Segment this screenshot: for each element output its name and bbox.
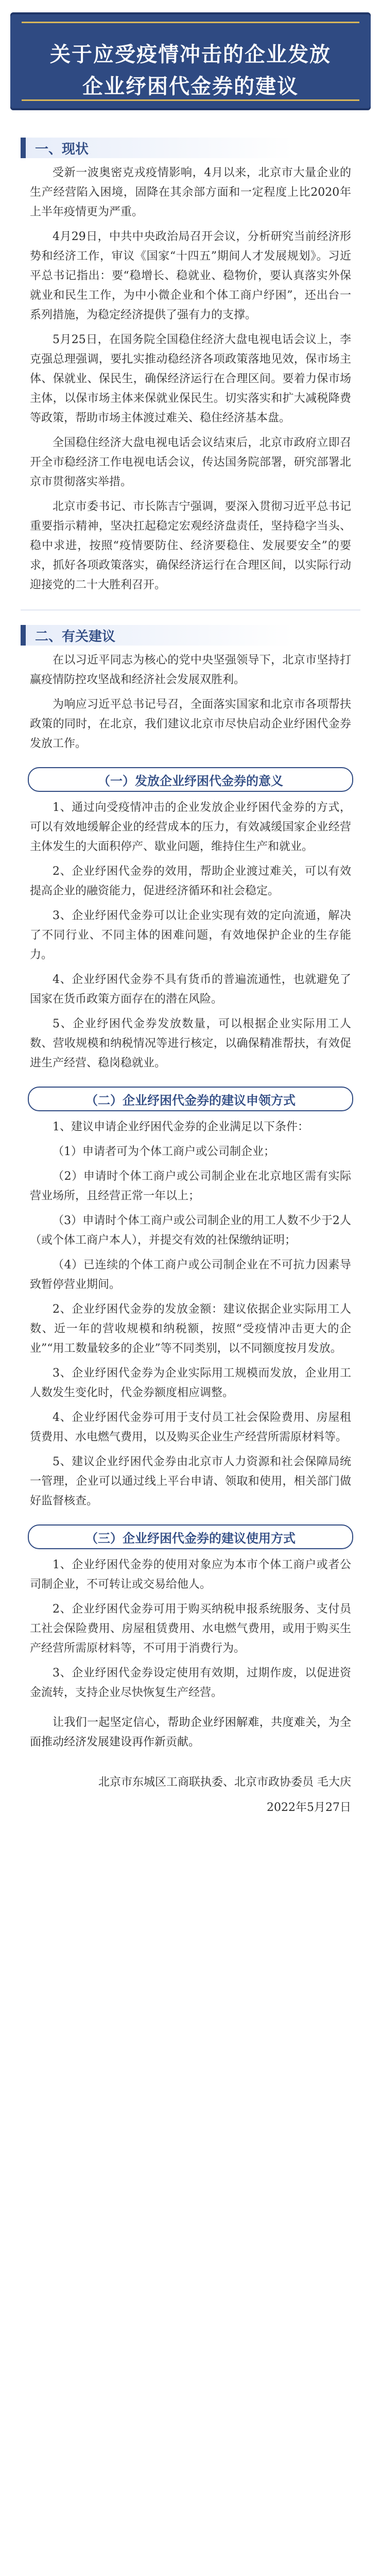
paragraph: 受新一波奥密克戎疫情影响，4月以来，北京市大量企业的生产经营陷入困境，固降在其余部方面和一定程度上比2020年上半年疫情更为严重。 [30,166,351,218]
paragraph: 在以习近平同志为核心的党中央坚强领导下，北京市坚持打赢疫情防控攻坚战和经济社会发展双胜利。 [30,654,351,686]
section-title-1: 一、现状 [21,138,360,158]
paragraph: 2、企业纾困代金券的发放金额：建议依据企业实际用工人数、近一年的营收规模和纳税额，按照“受疫情冲击更大的企业”“用工数量较多的企业”等不同类别，以不同额度按月发放。 [30,1303,351,1355]
paragraph: 为响应习近平总书记号召，全面落实国家和北京市各项帮扶政策的同时，在北京，我们建议北京市尽快启动企业纾困代金券发放工作。 [30,698,351,750]
title-banner [10,12,371,110]
paragraph: 1、建议申请企业纾困代金券的企业满足以下条件： [53,1121,309,1133]
subheading-3: （三）企业纾困代金券的建议使用方式 [28,1524,353,1549]
subheading-2: （二）企业纾困代金券的建议申领方式 [28,1087,353,1111]
paragraph: 4月29日，中共中央政治局召开会议，分析研究当前经济形势和经济工作，审议《国家“十四五”期间人才发展规划》。习近平总书记指出：要“稳增长、稳就业、稳物价，要认真落实外保就业和民生工作，为中小微企业和个体工商户纾困”，还出台一系列措施，为稳定经济提供了强有力的支撑。 [30,230,351,321]
paragraph: （2）申请时个体工商户或公司制企业在北京地区需有实际营业场所，且经营正常一年以上； [30,1170,351,1202]
paragraph: 2、企业纾困代金券可用于购买纳税申报系统服务、支付员工社会保险费用、房屋租赁费用、水电燃气费用，或用于购买生产经营所需原材料等，不可用于消费行为。 [30,1603,351,1655]
paragraph: 3、企业纾困代金券可以让企业实现有效的定向流通，解决了不同行业、不同主体的困难问题，有效地保护企业的生存能力。 [30,909,351,961]
paragraph: 1、通过向受疫情冲击的企业发放企业纾困代金券的方式，可以有效地缓解企业的经营成本的压力，有效减缓国家企业经营主体发生的大面积停产、歇业问题，维持住生产和就业。 [30,801,351,853]
paragraph: 北京市委书记、市长陈吉宁强调，要深入贯彻习近平总书记重要指示精神，坚决扛起稳定宏观经济盘责任，坚持稳字当头、稳中求进，按照“疫情要防住、经济要稳住、发展要安全”的要求，抓好各项政策落实，确保经济运行在合理区间，以实际行动迎接党的二十大胜利召开。 [30,500,351,591]
paragraph: 4、企业纾困代金券不具有货币的普遍流通性，也就避免了国家在货币政策方面存在的潜在风险。 [30,973,351,1006]
paragraph: 全国稳住经济大盘电视电话会议结束后，北京市政府立即召开全市稳经济工作电视电话会议，传达国务院部署，研究部署北京市贯彻落实举措。 [30,436,351,488]
header [0,0,381,126]
paragraph: 5月25日，在国务院全国稳住经济大盘电视电话会议上，李克强总理强调，要扎实推动稳经济各项政策落地见效，保市场主体、保就业、保民生，确保经济运行在合理区间。要着力保市场主体，以保市场主体来保就业保民生。切实落实和扩大减税降费等政策，帮助市场主体渡过难关、稳住经济基本盘。 [30,333,351,425]
paragraph: 1、企业纾困代金券的使用对象应为本市个体工商户或者公司制企业，不可转让或交易给他人。 [30,1558,351,1591]
paragraph: 3、企业纾困代金券为企业实际用工规模而发放，企业用工人数发生变化时，代金券额度相应调整。 [30,1367,351,1399]
article-content [0,126,381,2576]
paragraph: 2、企业纾困代金券的效用，帮助企业渡过难关，可以有效提高企业的融资能力，促进经济循环和社会稳定。 [30,865,351,897]
paragraph: 5、建议企业纾困代金券由北京市人力资源和社会保障局统一管理，企业可以通过线上平台申请、领取和使用，相关部门做好监督核查。 [30,1455,351,1507]
closing-paragraph: 让我们一起坚定信心，帮助企业纾困解难，共度难关，为全面推动经济发展建设再作新贡献。 [30,1716,351,1749]
paragraph: （3）申请时个体工商户或公司制企业的用工人数不少于2人（或个体工商户本人），并提交有效的社保缴纳证明； [30,1214,351,1247]
section-title-2: 二、有关建议 [21,625,360,646]
paragraph: 5、企业纾困代金券发放数量，可以根据企业实际用工人数、营收规模和纳税情况等进行核定，以确保精准帮扶，有效促进生产经营、稳岗稳就业。 [30,1018,351,1070]
date: 2022年5月27日 [267,1801,351,1814]
page-title-line-1: 关于应受疫情冲击的企业发放 [50,43,331,66]
subheading-1: （一）发放企业纾困代金券的意义 [28,767,353,792]
divider [21,609,360,611]
paragraph: （4）已连续的个体工商户或公司制企业在不可抗力因素导致暂停营业期间。 [30,1259,351,1291]
paragraph: （1）申请者可为个体工商户或公司制企业； [53,1145,275,1158]
paragraph: 3、企业纾困代金券设定使用有效期，过期作废，以促进资金流转，支持企业尽快恢复生产经营。 [30,1667,351,1699]
paragraph: 4、企业纾困代金券可用于支付员工社会保险费用、房屋租赁费用、水电燃气费用，以及购买企业生产经营所需原材料等。 [30,1411,351,1444]
page-title-line-2: 企业纾困代金券的建议 [82,75,299,98]
footer-space [0,1815,381,1845]
signature: 北京市东城区工商联执委、北京市政协委员 毛大庆 [98,1776,351,1789]
